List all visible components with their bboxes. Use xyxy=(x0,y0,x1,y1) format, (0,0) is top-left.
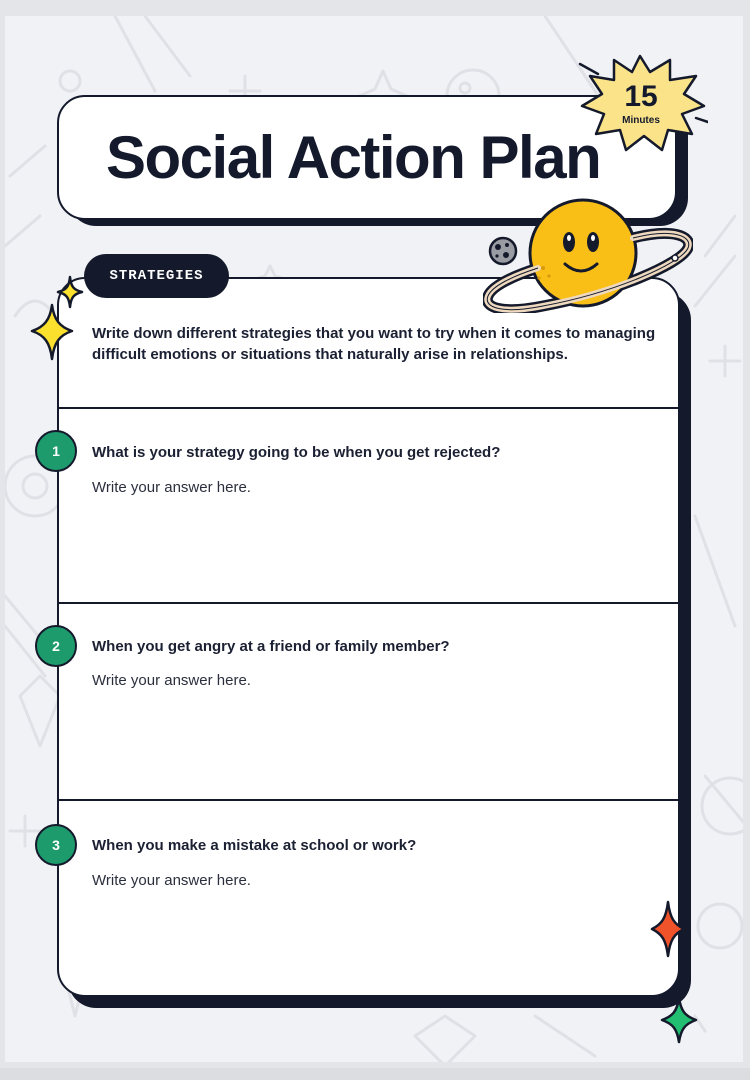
strategies-card xyxy=(57,277,680,997)
intro-text: Write down different strategies that you want to try when it comes to managing difficult emotions or situations that naturally arise in relationships. xyxy=(92,325,656,363)
page-title: Social Action Plan xyxy=(106,123,601,191)
question-number-3: 3 xyxy=(35,824,77,866)
answer-2-field[interactable]: Write your answer here. xyxy=(92,672,251,689)
orange-sparkle-icon xyxy=(650,900,686,958)
section-divider xyxy=(59,407,680,409)
question-2-text: When you get angry at a friend or family member? xyxy=(92,638,450,655)
smiling-planet-icon xyxy=(483,198,693,313)
question-3-text: When you make a mistake at school or work? xyxy=(92,837,417,854)
yellow-sparkle-icon xyxy=(30,275,85,365)
section-divider xyxy=(59,602,680,604)
section-divider xyxy=(59,799,680,801)
question-number-2: 2 xyxy=(35,625,77,667)
time-badge xyxy=(578,52,708,152)
badge-unit: Minutes xyxy=(622,115,660,126)
question-1-text: What is your strategy going to be when you get rejected? xyxy=(92,444,501,461)
answer-3-field[interactable]: Write your answer here. xyxy=(92,872,251,889)
green-sparkle-icon xyxy=(660,996,698,1044)
next-page-edge xyxy=(0,1068,750,1080)
answer-1-field[interactable]: Write your answer here. xyxy=(92,479,251,496)
question-number-1: 1 xyxy=(35,430,77,472)
badge-number: 15 xyxy=(624,80,658,113)
section-label-pill: STRATEGIES xyxy=(84,254,229,298)
